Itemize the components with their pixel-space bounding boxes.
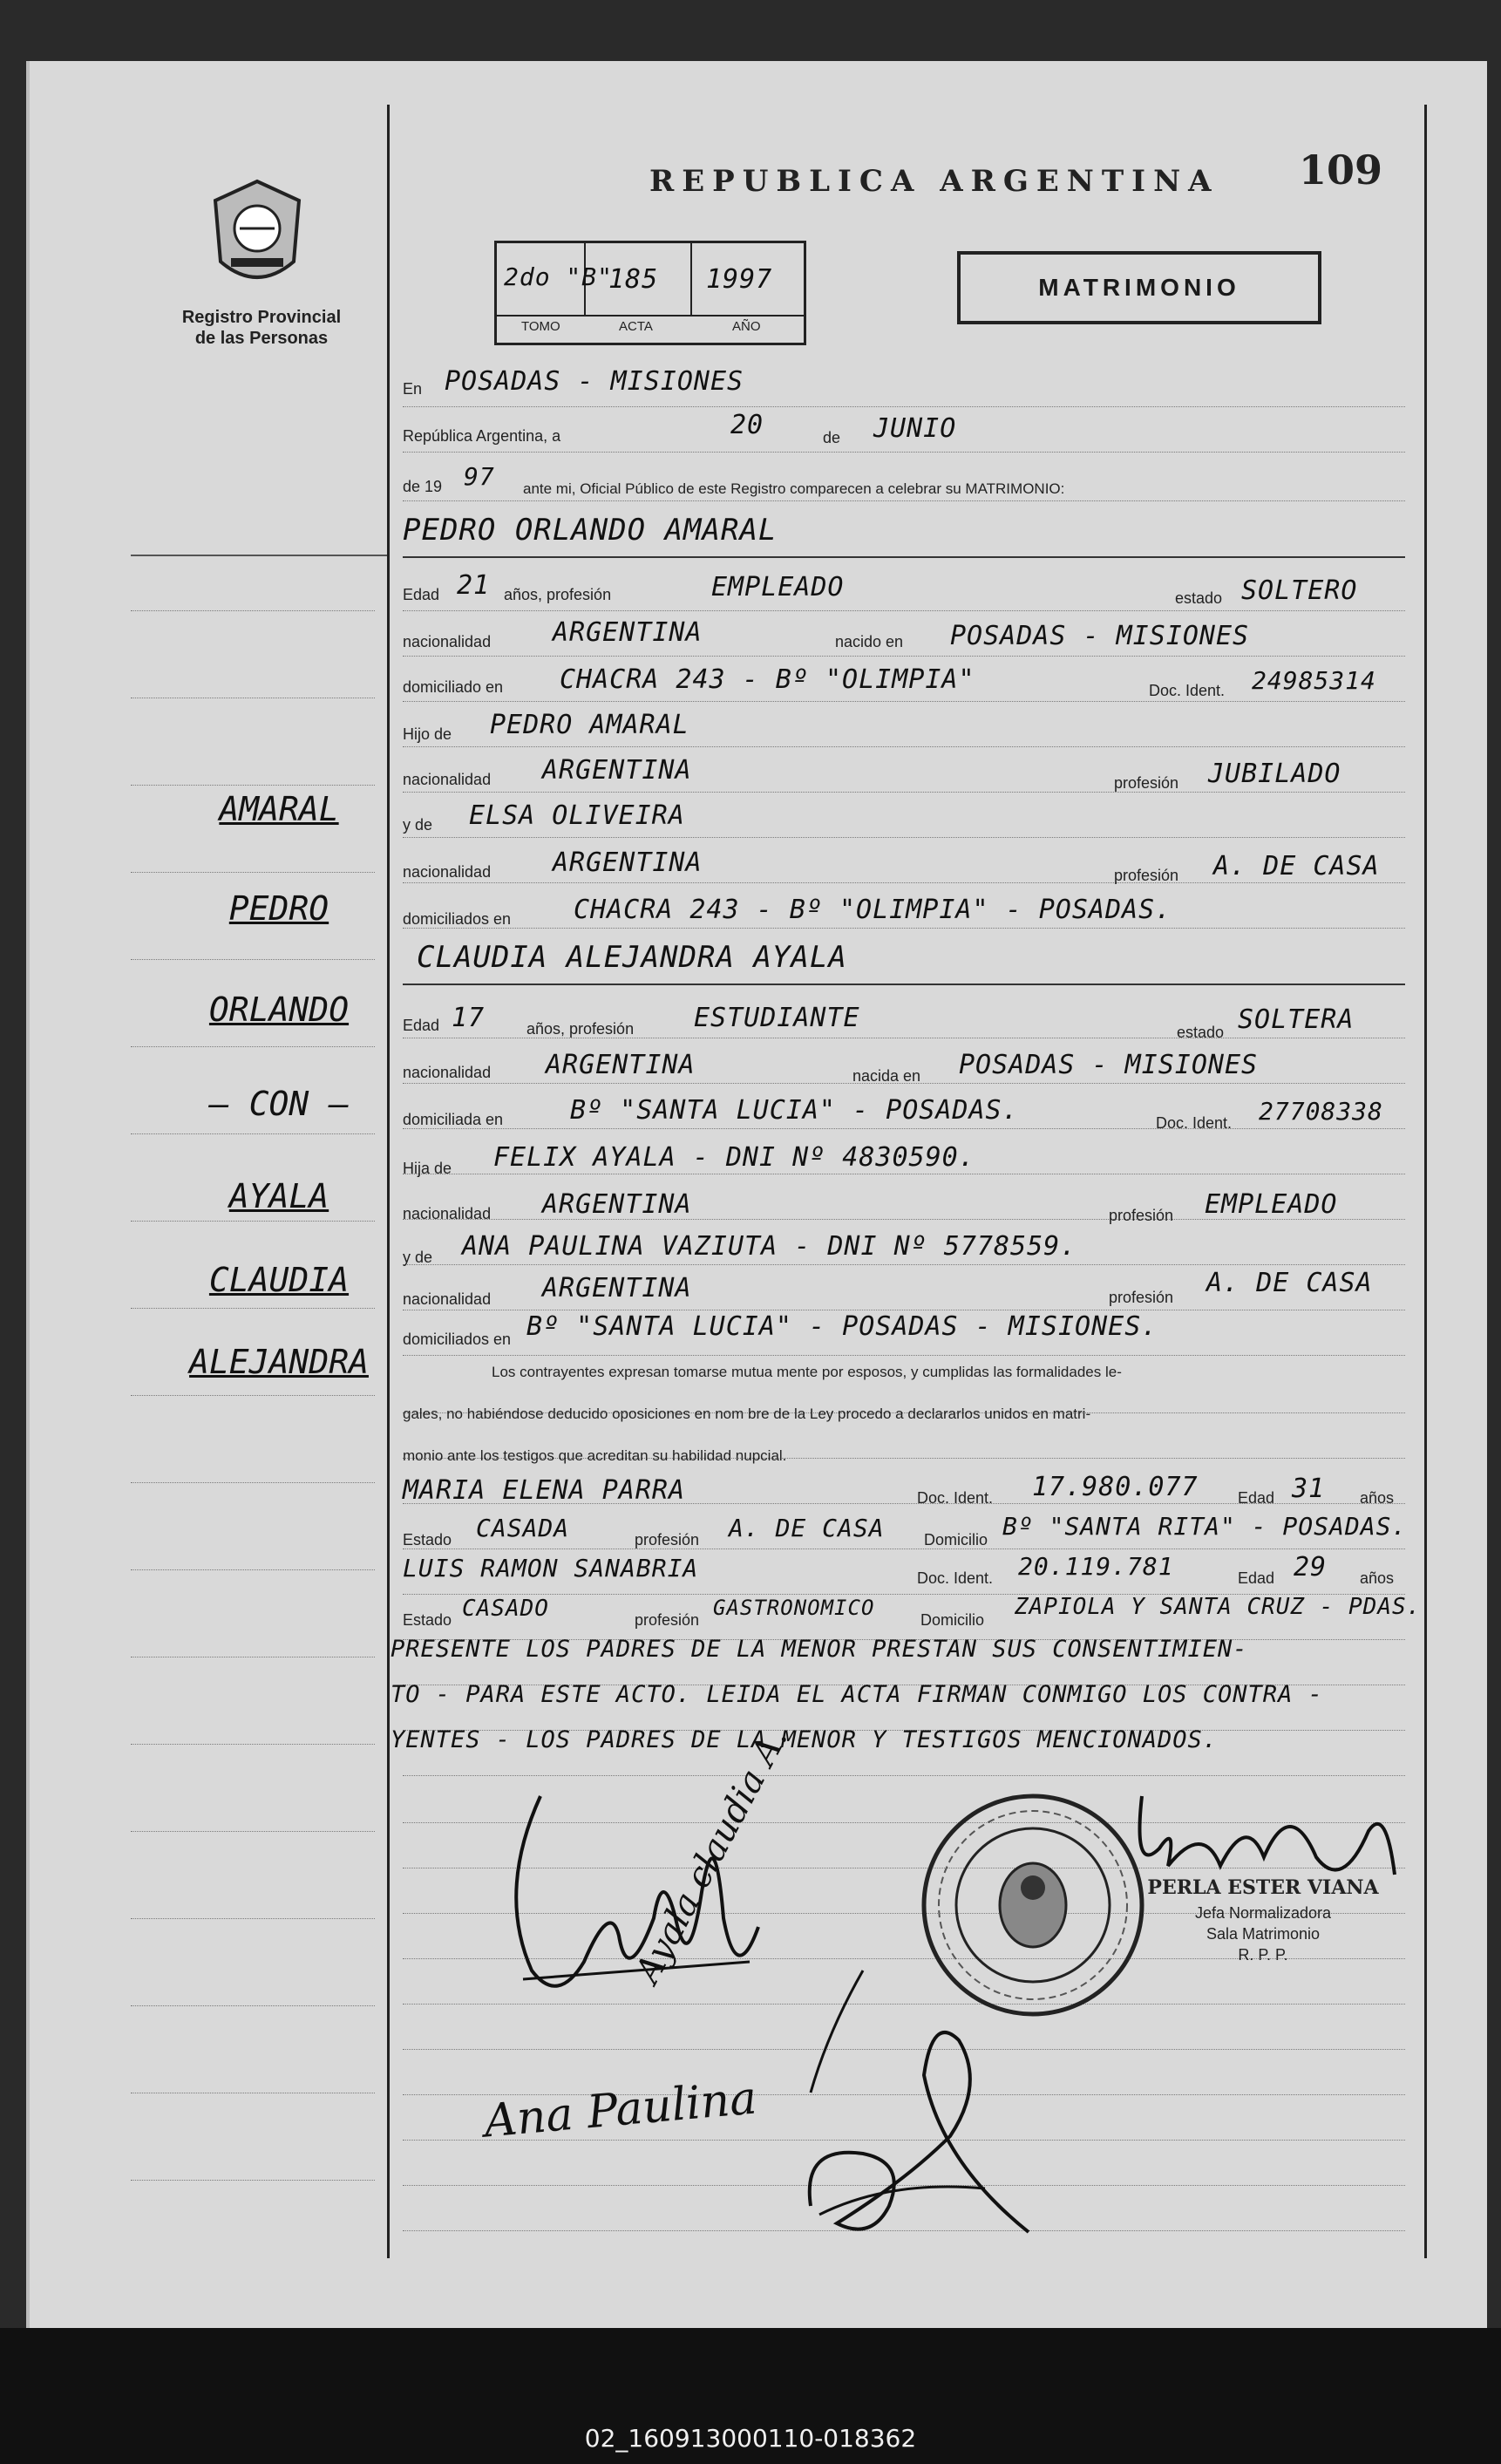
witness2-status: CASADO <box>462 1596 549 1622</box>
father-signature <box>784 2005 1081 2250</box>
witness2-name: LUIS RAMON SANABRIA <box>403 1554 699 1583</box>
margin-first-name: PEDRO <box>228 889 329 928</box>
margin-middle-name: ALEJANDRA <box>189 1343 369 1381</box>
country-heading: REPUBLICA ARGENTINA <box>649 164 1219 199</box>
label-nacionalidad: nacionalidad <box>403 633 492 650</box>
label-estado: Estado <box>403 1611 452 1629</box>
label-y-de: y de <box>403 1249 433 1266</box>
groom-father-profession: JUBILADO <box>1208 759 1341 789</box>
day-value: 20 <box>730 410 764 440</box>
witness1-address: Bº "SANTA RITA" - POSADAS. <box>1002 1512 1408 1541</box>
label-nacionalidad: nacionalidad <box>403 863 492 881</box>
label-edad: Edad <box>1238 1489 1275 1507</box>
label-nacionalidad: nacionalidad <box>403 1205 492 1222</box>
label-y-de: y de <box>403 816 433 834</box>
margin-surname: AYALA <box>228 1177 329 1215</box>
bride-doc: 27708338 <box>1259 1097 1383 1126</box>
bride-father-nationality: ARGENTINA <box>542 1189 692 1220</box>
year-value: 97 <box>464 462 495 491</box>
groom-mother-profession: A. DE CASA <box>1213 851 1380 881</box>
label-nacionalidad: nacionalidad <box>403 771 492 788</box>
witness1-profession: A. DE CASA <box>729 1514 885 1542</box>
label-edad: Edad <box>403 1017 440 1034</box>
label-doc-ident: Doc. Ident. <box>917 1489 994 1507</box>
notes-line: TO - PARA ESTE ACTO. LEIDA EL ACTA FIRMAN CONMIGO LOS CONTRA - <box>391 1681 1323 1708</box>
tomo-value: 2do "B" <box>504 262 614 291</box>
bride-status: SOLTERA <box>1238 1004 1355 1035</box>
label-nacionalidad: nacionalidad <box>403 1064 492 1081</box>
registry-name: Registro Provincial de las Personas <box>181 308 342 348</box>
legal-text-line: gales, no habiéndose deducido oposiciones en nom bre de la Ley procedo a declararlos unidos en matri- <box>403 1406 1091 1422</box>
groom-parents-address: CHACRA 243 - Bº "OLIMPIA" - POSADAS. <box>574 895 1172 925</box>
tomo-label: TOMO <box>521 319 560 334</box>
groom-mother-nationality: ARGENTINA <box>553 847 703 878</box>
label-profesion: profesión <box>1114 774 1179 792</box>
label-edad: Edad <box>1238 1569 1275 1587</box>
label-profesion: profesión <box>1114 867 1179 884</box>
label-domicilio: Domicilio <box>924 1531 988 1549</box>
year-prefix: de 19 <box>403 478 443 495</box>
legal-text-line: monio ante los testigos que acreditan su habilidad nupcial. <box>403 1447 787 1464</box>
label-anos: años <box>1360 1489 1395 1507</box>
notes-line: YENTES - LOS PADRES DE LA MENOR Y TESTIGOS MENCIONADOS. <box>391 1726 1219 1753</box>
groom-birthplace: POSADAS - MISIONES <box>950 621 1250 651</box>
label-hijo-de: Hijo de <box>403 725 452 743</box>
month-value: JUNIO <box>873 413 957 444</box>
witness1-doc: 17.980.077 <box>1032 1472 1199 1502</box>
official-signature <box>1124 1770 1403 1892</box>
ano-value: 1997 <box>706 264 773 295</box>
groom-status: SOLTERO <box>1241 575 1358 606</box>
en-label: En <box>403 380 423 398</box>
groom-nationality: ARGENTINA <box>553 617 703 648</box>
label-estado: estado <box>1177 1024 1225 1041</box>
witness2-address: ZAPIOLA Y SANTA CRUZ - PDAS. <box>1015 1594 1422 1620</box>
margin-middle-name: ORLANDO <box>208 990 350 1029</box>
label-anos: años <box>1360 1569 1395 1587</box>
witness2-doc: 20.119.781 <box>1018 1552 1174 1581</box>
label-profesion: profesión <box>635 1611 700 1629</box>
acta-box <box>494 241 806 345</box>
republic-label: República Argentina, a <box>403 427 561 445</box>
groom-age: 21 <box>457 570 491 601</box>
label-estado: Estado <box>403 1531 452 1549</box>
bride-profession: ESTUDIANTE <box>694 1003 860 1033</box>
margin-first-name: CLAUDIA <box>208 1261 350 1299</box>
bride-mother-profession: A. DE CASA <box>1206 1268 1373 1298</box>
page-number: 109 <box>1299 146 1383 194</box>
label-domiciliados-en: domiciliados en <box>403 1331 512 1348</box>
label-nacionalidad: nacionalidad <box>403 1290 492 1308</box>
groom-mother: ELSA OLIVEIRA <box>469 800 685 831</box>
bride-nationality: ARGENTINA <box>546 1050 696 1080</box>
witness1-age: 31 <box>1292 1474 1326 1504</box>
label-nacida-en: nacida en <box>852 1067 921 1085</box>
label-anos-profesion: años, profesión <box>526 1020 635 1038</box>
bride-father: FELIX AYALA - DNI Nº 4830590. <box>493 1142 975 1173</box>
witness2-age: 29 <box>1294 1552 1328 1583</box>
appearance-statement: ante mi, Oficial Público de este Registro comparecen a celebrar su MATRIMONIO: <box>523 480 1065 497</box>
label-estado: estado <box>1175 589 1223 607</box>
acta-label: ACTA <box>619 319 653 334</box>
groom-name: PEDRO ORLANDO AMARAL <box>403 513 778 548</box>
official-seal-icon <box>915 1787 1151 2023</box>
label-nacido-en: nacido en <box>835 633 904 650</box>
bride-age: 17 <box>452 1003 486 1033</box>
label-domiciliado-en: domiciliado en <box>403 678 504 696</box>
acta-value: 185 <box>608 264 659 295</box>
margin-surname: AMARAL <box>219 790 339 828</box>
groom-doc: 24985314 <box>1252 666 1376 695</box>
groom-father-nationality: ARGENTINA <box>542 755 692 786</box>
label-profesion: profesión <box>1109 1207 1174 1224</box>
bride-name: CLAUDIA ALEJANDRA AYALA <box>417 940 847 975</box>
label-doc-ident: Doc. Ident. <box>1156 1114 1233 1132</box>
label-hija-de: Hija de <box>403 1160 452 1177</box>
witness1-status: CASADA <box>476 1514 570 1542</box>
place-value: POSADAS - MISIONES <box>445 366 744 397</box>
official-title: R. P. P. <box>1238 1946 1288 1964</box>
label-domicilio: Domicilio <box>920 1611 985 1629</box>
groom-profession: EMPLEADO <box>711 572 845 602</box>
groom-address: CHACRA 243 - Bº "OLIMPIA" <box>560 664 975 695</box>
de-label: de <box>823 429 841 446</box>
label-profesion: profesión <box>635 1531 700 1549</box>
label-domiciliada-en: domiciliada en <box>403 1111 504 1128</box>
witness1-name: MARIA ELENA PARRA <box>403 1475 686 1506</box>
legal-text-line: Los contrayentes expresan tomarse mutua mente por esposos, y cumplidas las formalidades le- <box>492 1364 1122 1380</box>
bride-mother-nationality: ARGENTINA <box>542 1273 692 1303</box>
image-caption: 02_160913000110-018362 <box>584 2424 917 2453</box>
label-doc-ident: Doc. Ident. <box>1149 682 1226 699</box>
official-title: Sala Matrimonio <box>1206 1925 1321 1943</box>
bride-mother: ANA PAULINA VAZIUTA - DNI Nº 5778559. <box>462 1231 1077 1262</box>
right-margin-line <box>1424 105 1427 2258</box>
bride-parents-address: Bº "SANTA LUCIA" - POSADAS - MISIONES. <box>526 1311 1158 1342</box>
official-title: Jefa Normalizadora <box>1194 1904 1332 1922</box>
notes-line: PRESENTE LOS PADRES DE LA MENOR PRESTAN SUS CONSENTIMIEN- <box>391 1636 1248 1663</box>
bride-signature: Ayala claudia A. <box>628 1720 796 1990</box>
mother-signature: Ana Paulina <box>481 2072 759 2148</box>
bride-father-profession: EMPLEADO <box>1205 1189 1338 1220</box>
margin-con: — CON — <box>208 1085 350 1123</box>
bride-birthplace: POSADAS - MISIONES <box>959 1050 1259 1080</box>
label-edad: Edad <box>403 586 440 603</box>
label-anos-profesion: años, profesión <box>504 586 612 603</box>
groom-father: PEDRO AMARAL <box>490 710 689 740</box>
record-type-box: MATRIMONIO <box>957 251 1321 324</box>
ano-label: AÑO <box>732 319 761 334</box>
coat-of-arms-icon <box>205 174 309 296</box>
official-name: PERLA ESTER VIANA <box>1147 1876 1379 1899</box>
witness2-profession: GASTRONOMICO <box>713 1596 875 1620</box>
label-profesion: profesión <box>1109 1289 1174 1306</box>
label-domiciliados-en: domiciliados en <box>403 910 512 928</box>
label-doc-ident: Doc. Ident. <box>917 1569 994 1587</box>
bride-address: Bº "SANTA LUCIA" - POSADAS. <box>570 1095 1019 1126</box>
